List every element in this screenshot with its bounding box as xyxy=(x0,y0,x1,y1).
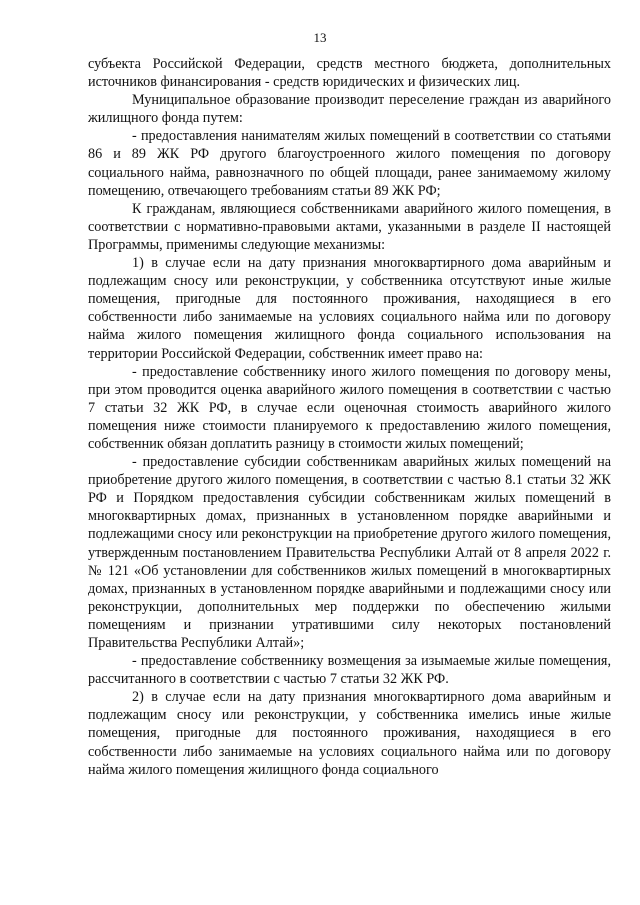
paragraph-subsidy: - предоставление субсидии собственникам аварийных жилых помещений на приобретение другого жилого помещения, в соответствии с частью 8.1 статьи 32 ЖК РФ и Порядком предоставления субсидии собственникам жилых помещений в многоквартирных домах, признанных в установленном порядке аварийными и подлежащими сносу или реконструкции на приобретение другого жилого помещения, утвержденным постановлением Правительства Республики Алтай от 8 апреля 2022 г. № 121 «Об установлении для собственников жилых помещений в многоквартирных домах, признанных в установленном порядке аварийными и подлежащими сносу или реконструкции, дополнительных мер поддержки по обеспечению жилыми помещениям и признании утратившими силу некоторых постановлений Правительства Республики Алтай»; xyxy=(88,454,611,651)
paragraph-funding-sources: субъекта Российской Федерации, средств местного бюджета, дополнительных источников финансирования - средств юридических и физических лиц. xyxy=(88,56,611,91)
page-number: 13 xyxy=(313,30,327,45)
paragraph-tenants-provision: - предоставления нанимателям жилых помещений в соответствии со статьями 86 и 89 ЖК РФ другого благоустроенного жилого помещения по договору социального найма, равнозначного по общей площади, ранее занимаемому жилому помещению, отвечающего требованиям статьи 89 ЖК РФ; xyxy=(88,128,611,199)
body-text xyxy=(88,55,611,779)
paragraph-compensation: - предоставление собственнику возмещения за изымаемые жилые помещения, рассчитанного в соответствии с частью 7 статьи 32 ЖК РФ. xyxy=(88,653,611,688)
paragraph-resettlement-intro: Муниципальное образование производит переселение граждан из аварийного жилищного фонда путем: xyxy=(88,92,611,127)
paragraph-owners-mechanisms: К гражданам, являющиеся собственниками аварийного жилого помещения, в соответствии с нормативно-правовыми актами, указанными в разделе II настоящей Программы, применимы следующие механизмы: xyxy=(88,200,611,253)
paragraph-exchange-agreement: - предоставление собственнику иного жилого помещения по договору мены, при этом проводится оценка аварийного жилого помещения в соответствии с частью 7 статьи 32 ЖК РФ, в случае если оценочная стоимость аварийного жилого помещения ниже стоимости планируемого к предоставлению жилого помещения, собственник обязан доплатить разницу в стоимости жилых помещений; xyxy=(88,363,611,452)
paragraph-case-1: 1) в случае если на дату признания многоквартирного дома аварийным и подлежащим сносу или реконструкции, у собственника отсутствуют иные жилые помещения, пригодные для постоянного проживания, находящиеся в его собственности либо занимаемые на условиях социального найма или по договору найма жилого помещения жилищного фонда социального использования на территории Российской Федерации, собственник имеет право на: xyxy=(88,255,611,362)
paragraph-case-2: 2) в случае если на дату признания многоквартирного дома аварийным и подлежащим сносу или реконструкции, у собственника имелись иные жилые помещения, пригодные для постоянного проживания, находящиеся в его собственности либо занимаемые на условиях социального найма или по договору найма жилого помещения жилищного фонда социального xyxy=(88,689,611,778)
